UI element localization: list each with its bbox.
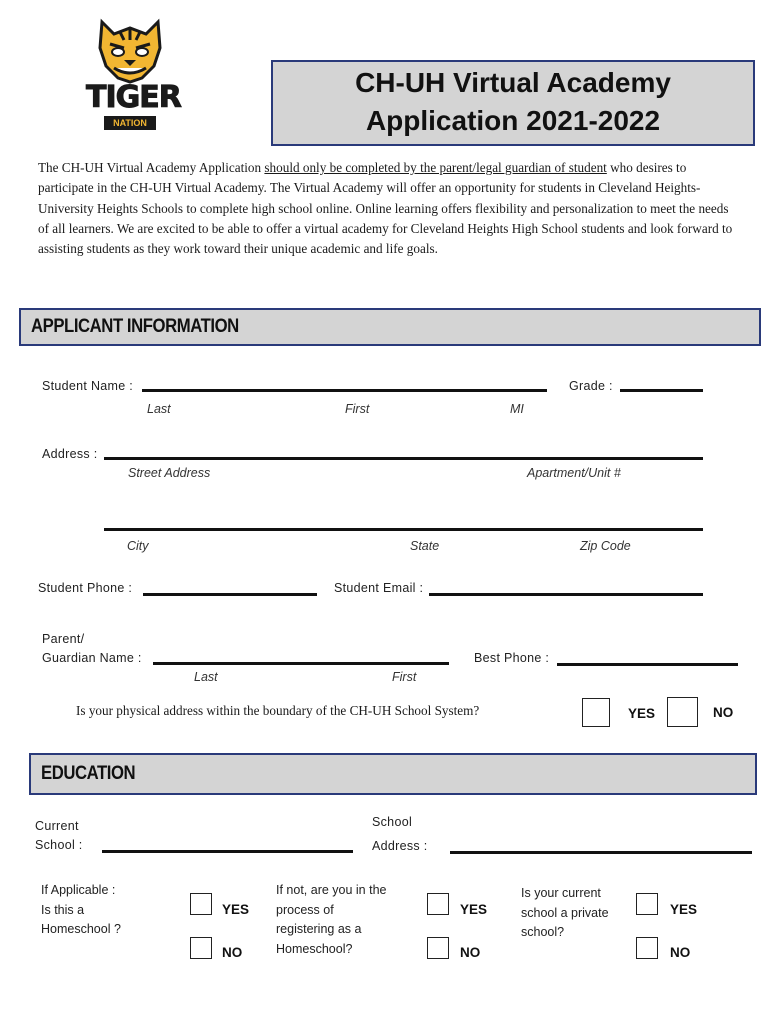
city-state-zip-field[interactable] — [104, 528, 703, 531]
q2-line: If not, are you in the — [276, 883, 387, 897]
school-address-field[interactable] — [450, 851, 752, 854]
tiger-nation-logo — [80, 14, 180, 134]
boundary-no-label: NO — [713, 705, 734, 720]
homeschool-no-checkbox[interactable] — [190, 937, 212, 959]
intro-paragraph — [38, 158, 738, 259]
q2-line: process of — [276, 902, 334, 917]
q2-line: Homeschool? — [276, 941, 353, 956]
state-sublabel: State — [410, 539, 440, 553]
grade-label: Grade : — [569, 379, 613, 393]
private-school-question — [521, 884, 609, 943]
private-yes-checkbox[interactable] — [636, 893, 658, 915]
homeschool-question — [41, 881, 121, 940]
q1-line: Is this a — [41, 902, 85, 917]
student-name-label: Student Name : — [42, 379, 134, 393]
mi-sublabel: MI — [510, 402, 524, 416]
city-sublabel: City — [127, 539, 149, 553]
title-line-1: CH-UH Virtual Academy — [355, 67, 671, 98]
best-phone-label: Best Phone : — [474, 651, 550, 665]
street-sublabel: Street Address — [128, 466, 211, 480]
school-address-label-1: School — [372, 815, 413, 829]
section-title: EDUCATION — [41, 763, 136, 784]
tiger-head-icon — [80, 14, 180, 84]
title-box — [271, 60, 755, 146]
education-section-header — [29, 753, 757, 795]
address-label: Address : — [42, 447, 98, 461]
private-yes-label: YES — [670, 902, 698, 917]
parent-first-sublabel: First — [392, 670, 417, 684]
student-phone-label: Student Phone : — [38, 581, 133, 595]
boundary-yes-label: YES — [628, 706, 656, 721]
parent-label-2: Guardian Name : — [42, 651, 142, 665]
q3-line: Is your current — [521, 886, 601, 900]
parent-last-sublabel: Last — [194, 670, 218, 684]
q2-line: registering as a — [276, 922, 362, 936]
q3-line: school a private — [521, 905, 609, 920]
first-sublabel: First — [345, 402, 370, 416]
boundary-question: Is your physical address within the boundary of the CH-UH School System? — [76, 703, 480, 718]
boundary-no-checkbox[interactable] — [667, 697, 698, 727]
logo-word: TIGER — [86, 80, 181, 115]
homeschool-yes-label: YES — [222, 902, 250, 917]
section-title: APPLICANT INFORMATION — [31, 316, 239, 337]
student-email-label: Student Email : — [334, 581, 424, 595]
apt-sublabel: Apartment/Unit # — [527, 466, 621, 480]
q1-line: Homeschool ? — [41, 922, 121, 936]
logo-badge: NATION — [104, 116, 156, 130]
private-no-label: NO — [670, 945, 691, 960]
student-email-field[interactable] — [429, 593, 703, 596]
applicant-section-header — [19, 308, 761, 346]
registering-homeschool-question — [276, 881, 387, 959]
registering-no-checkbox[interactable] — [427, 937, 449, 959]
current-school-field[interactable] — [102, 850, 353, 853]
student-name-field[interactable] — [142, 389, 547, 392]
private-no-checkbox[interactable] — [636, 937, 658, 959]
registering-yes-checkbox[interactable] — [427, 893, 449, 915]
homeschool-yes-checkbox[interactable] — [190, 893, 212, 915]
current-school-label-1: Current — [35, 819, 79, 833]
zip-sublabel: Zip Code — [580, 539, 631, 553]
q3-line: school? — [521, 925, 565, 939]
last-sublabel: Last — [147, 402, 171, 416]
student-phone-field[interactable] — [143, 593, 317, 596]
intro-text-2: who desires to participate in the CH-UH Virtual Academy. The Virtual Academy will offer an opportunity for students in Cleveland Heights- University Heights Schools to complete high school online. Online learning offers flexibility and personalization to meet the needs of all learners. We are excited to be able to offer a virtual academy for Cleveland Heights High School students and look forward to assisting students as they work toward their unique academic and life goals. — [38, 160, 733, 257]
intro-text-1: The CH-UH Virtual Academy Application — [38, 160, 265, 175]
intro-underlined: should only be completed by the parent/legal guardian of student — [264, 160, 607, 175]
parent-label-1: Parent/ — [42, 632, 85, 646]
q1-line: If Applicable : — [41, 883, 116, 897]
street-address-field[interactable] — [104, 457, 703, 460]
registering-no-label: NO — [460, 945, 481, 960]
grade-field[interactable] — [620, 389, 703, 392]
title-line-2: Application 2021-2022 — [365, 105, 661, 136]
school-address-label-2: Address : — [372, 839, 428, 853]
current-school-label-2: School : — [35, 838, 83, 852]
homeschool-no-label: NO — [222, 945, 243, 960]
guardian-name-field[interactable] — [153, 662, 449, 665]
boundary-yes-checkbox[interactable] — [582, 698, 610, 727]
registering-yes-label: YES — [460, 902, 488, 917]
best-phone-field[interactable] — [557, 663, 738, 666]
